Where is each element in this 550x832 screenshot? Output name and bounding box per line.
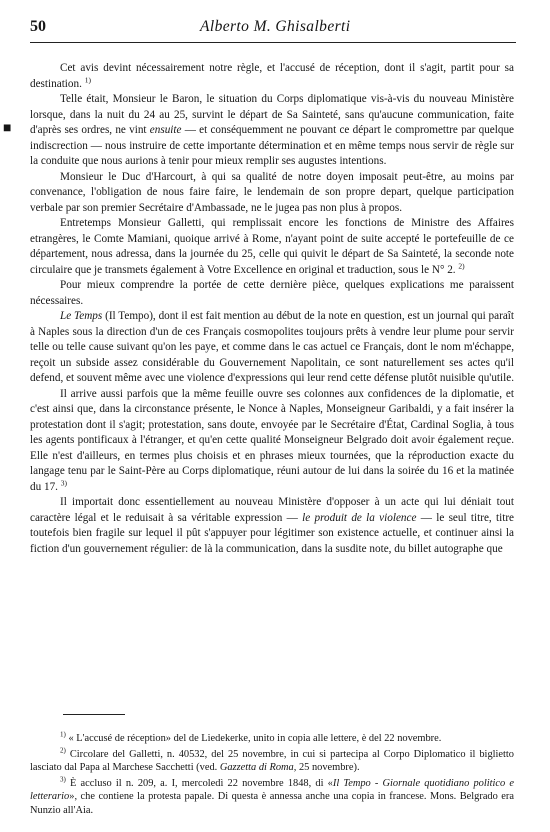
paragraph-text: Pour mieux comprendre la portée de cette dernière pièce, quelques explications me paraissent nécessaires. [30,279,514,307]
body-text [30,61,514,557]
paragraph-text: Monsieur le Duc d'Harcourt, à qui sa qualité de notre doyen imposait peut-être, au moins par convenance, l'obligation de nous faire faire, le lendemain de son propre depart, quelque participation verbale par son premier Secrétaire d'Ambassade, ne le jugea pas non plus à propos. [30,170,514,214]
header-rule [30,42,516,43]
paragraph [30,170,514,217]
footnote-mark: 3) [60,775,66,784]
paragraph-text: (Il Tempo), dont il est fait mention au début de la note en question, est un journal qui paraît à Naples sous la direction d'un de ces Français cosmopolites toujours prêts à vendre leur plume pour servir telle ou telle cause suivant qu'on les paye, et comme dans le cas actuel ce Français, dont le nom m'échappe, reçoit un subside assez considérable du Gouvernement Napolitain, ce sont naturellement ses actes qu'il defend, et souvent même avec une violence d'expressions qui leur rend cette défense plutôt nuisible qu'utile. [30,310,515,384]
emphasis: le produit de la violence [302,511,417,524]
paragraph-text: Il importait donc essentiellement au nouveau Ministère d'opposer à un acte qui lui déniait tout caractère légal et le reduisait à sa véritable expression — [30,496,514,524]
emphasis: Il Tempo - Giornale quotidiano politico e letterario [30,777,514,803]
footnote-rule [63,714,125,715]
footnote-text: « L'accusé de réception» del de Liedekerke, unito in copia alle lettere, è del 22 novembre. [68,733,442,744]
paragraph-text-cont: — le seul titre, titre toutefois bien fragile sur lequel il pût s'appuyer pour légitimer son existence actuelle, et continuer ainsi la fiction d'un gouvernement régulier: de là la communication, dans la susdite note, du billet autographe que [30,511,515,555]
footnote-text-cont: 25 novembre). [298,762,360,774]
footnote-ref: 1) [84,74,91,84]
footnote-mark: 2) [60,746,66,755]
paragraph [30,387,514,496]
paragraph-text: Il arrive aussi parfois que la même feuille ouvre ses colonnes aux confidences de la diplomatie, et c'est ainsi que, dans la circonstance présente, le Nonce à Naples, Monseigneur Garibaldi, y a fait insérer la protestation dont il s'agit; protestation, sans doute, envoyée par le Secrétaire d'État, Cardinal Soglia, à tous les agents pontificaux à l'étranger, et qu'en cette qualité Monseigneur Belgrado doit avoir également reçue. Elle n'est d'ailleurs, en termes plus choisis et en phrases mieux tournées, que la réproduction exacte du langage tenu par le Saint-Père au Corps diplomatique, réuni autour de lui dans la soirée du 16 et la matinée du 17. [30,387,514,493]
footnotes [30,732,514,820]
paragraph-text: Entretemps Monsieur Galletti, qui remplissait encore les fonctions de Ministre des Affaires etrangères, le Comte Mamiani, quoique arrivé à Rome, n'ayant point de suite accepté le portefeuille de ce département, nous adressa, dans la journée du 25, celle qui quivit le départ de Sa Sainteté, la seconde note circulaire que je transmets également à Votre Excellence en original et traduction, sous le N° 2. [30,217,514,276]
paragraph [30,92,514,170]
paragraph-text: Telle était, Monsieur le Baron, le situation du Corps diplomatique vis-à-vis du nouveau Ministère lorsque, dans la nuit du 24 au 25, survint le départ de Sa Sainteté, sans qu'aucune communication, faite d'après ses ordres, ne vint [30,93,514,136]
footnote-mark: 1) [60,730,66,739]
page-number: 50 [30,18,46,35]
paragraph [30,278,514,309]
emphasis: Le Temps [60,310,103,322]
margin-mark: ■ [3,121,12,136]
footnote-text: Circolare del Galletti, n. 40532, del 25 novembre, in cui si partecipa al Corpo Diplomatico il biglietto lasciato dal Papa al Marchese Sacchetti (ved. [30,748,514,774]
footnote-ref: 3) [60,477,68,487]
running-head: Alberto M. Ghisalberti [200,18,351,35]
paragraph [30,216,514,278]
emphasis: Gazzetta di Roma, [219,762,297,774]
footnote [30,777,514,818]
footnote [30,748,514,775]
footnote-text-cont: », che contiene la protesta papale. Di questa è annessa anche una copia in francese. Mons. Belgrado era Nunzio all'Aia. [30,791,514,816]
paragraph-text: Cet avis devint nécessairement notre règle, et l'accusé de réception, dont il s'agit, partit pour sa destination. [30,62,514,90]
paragraph [30,495,514,557]
emphasis: ensuite [149,124,182,136]
paragraph-text-cont: — et conséquemment ne pouvant ce départ le compromettre par quelque indiscrection — nous instruire de cette importante détermination et en même temps nous servir de règle sur la conduite que nous aurions à tenir pour mieux remplir ses augustes intentions. [30,124,515,167]
paragraph [30,309,514,387]
footnote-ref: 2) [458,260,465,270]
footnote [30,732,514,746]
paragraph [30,61,514,92]
footnote-text: È accluso il n. 209, a. I, mercoledì 22 novembre 1848, di « [70,777,333,789]
page-header [30,18,516,42]
